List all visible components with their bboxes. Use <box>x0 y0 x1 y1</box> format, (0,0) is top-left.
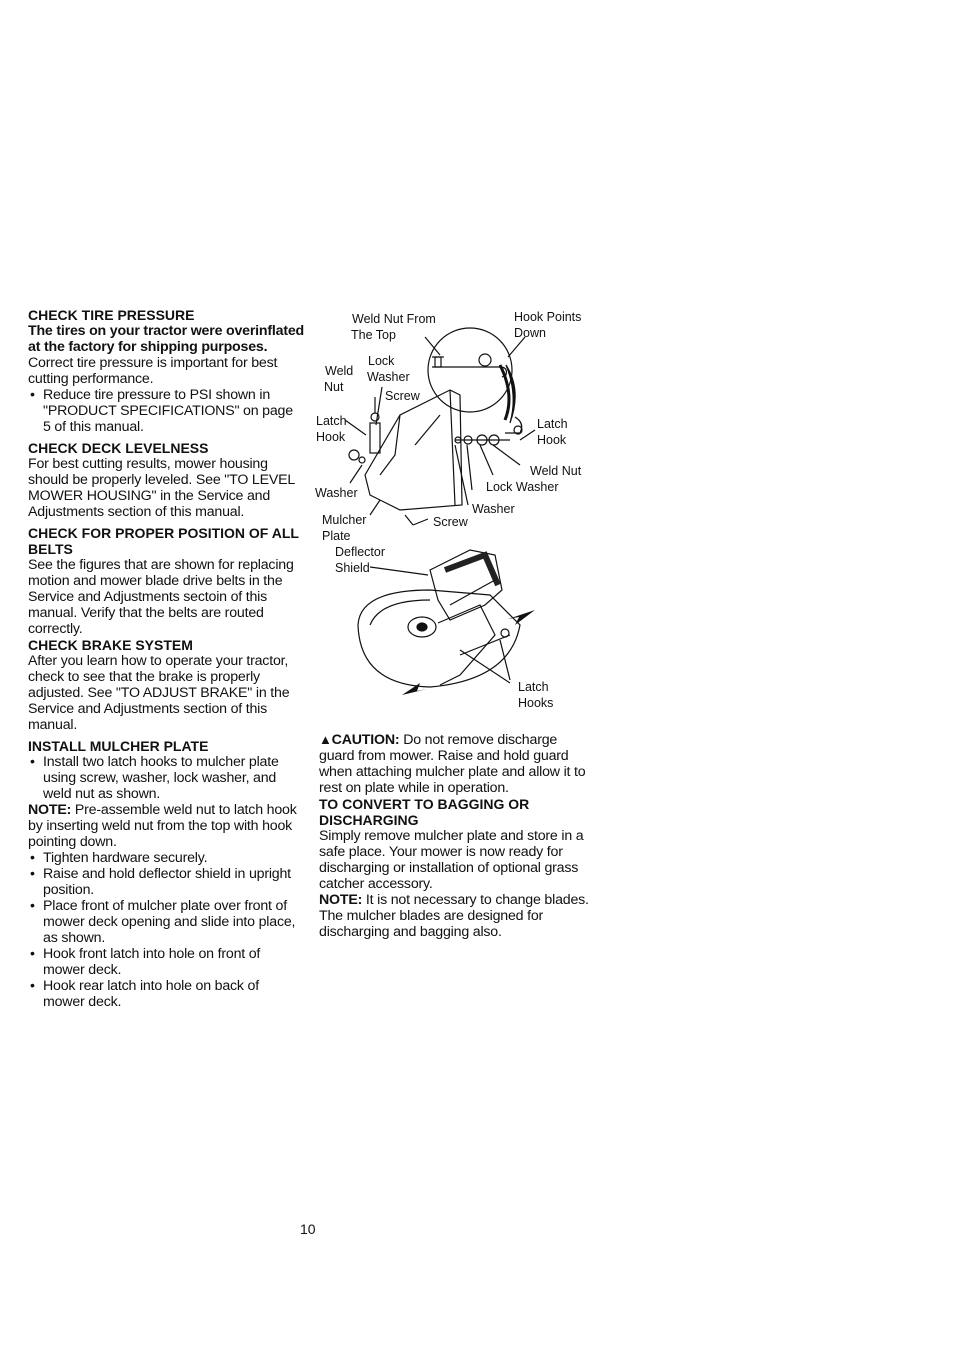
list-item: • Hook front latch into hole on front of mower deck. <box>28 946 304 978</box>
label-hook-points: Hook Points <box>514 310 582 324</box>
detail-weld-nut <box>435 357 441 367</box>
label-weld: Weld <box>325 364 354 378</box>
left-latch-hook <box>370 423 380 453</box>
note-text: Pre-assemble weld nut to latch hook by inserting weld nut from the top with hook pointing down. <box>28 802 297 850</box>
caution-paragraph <box>319 732 591 796</box>
label-shield: Shield <box>335 561 370 575</box>
mulcher-bullets-2 <box>28 850 304 1010</box>
list-item: • Place front of mulcher plate over front of mower deck opening and slide into place, as shown. <box>28 898 304 946</box>
right-latch-hook <box>505 417 522 433</box>
heading-install-mulcher-plate: INSTALL MULCHER PLATE <box>28 738 209 754</box>
label-deflector: Deflector <box>335 545 386 559</box>
detail-latch-hook <box>432 367 506 377</box>
mulcher-note <box>28 802 304 850</box>
heading-check-tire-pressure: CHECK TIRE PRESSURE <box>28 307 195 323</box>
list-item: • Tighten hardware securely. <box>28 850 304 866</box>
blades-note <box>319 892 591 940</box>
heading-check-deck-levelness: CHECK DECK LEVELNESS <box>28 440 209 456</box>
list-item: • Reduce tire pressure to PSI shown in "PRODUCT SPECIFICATIONS" on page 5 of this manual. <box>28 387 304 435</box>
convert-text: Simply remove mulcher plate and store in a safe place. Your mower is now ready for discharging or installation of optional grass catcher accessory. <box>319 828 584 892</box>
mower-deck <box>358 590 520 687</box>
label-mulcher: Mulcher <box>322 513 367 527</box>
label-screw-top: Screw <box>385 389 420 403</box>
mulcher-bullets-1 <box>28 754 304 802</box>
label-plate: Plate <box>322 529 351 543</box>
tire-bullets <box>28 387 304 435</box>
label-hooks-bottom: Hooks <box>518 696 554 710</box>
label-lock: Lock <box>368 354 395 368</box>
note-text: It is not necessary to change blades. The mulcher blades are designed for discharging and bagging also. <box>319 892 589 940</box>
label-nut: Nut <box>324 380 344 394</box>
label-down: Down <box>514 326 546 340</box>
mulcher-plate-installation-diagram <box>310 305 600 725</box>
left-column <box>28 307 304 1010</box>
list-item: • Install two latch hooks to mulcher plate using screw, washer, lock washer, and weld nut as shown. <box>28 754 304 802</box>
right-column <box>319 732 591 940</box>
label-latch-right: Latch <box>537 417 568 431</box>
label-washer-top: Washer <box>367 370 410 384</box>
page-number: 10 <box>300 1221 316 1237</box>
note-label: NOTE: <box>319 892 363 908</box>
label-hook-right: Hook <box>537 433 567 447</box>
label-washer-left: Washer <box>315 486 358 500</box>
label-lock-washer-right: Lock Washer <box>486 480 559 494</box>
heading-check-brake-system: CHECK BRAKE SYSTEM <box>28 637 193 653</box>
arrow-icon <box>402 683 427 695</box>
list-item: • Raise and hold deflector shield in upright position. <box>28 866 304 898</box>
list-item: • Hook rear latch into hole on back of mower deck. <box>28 978 304 1010</box>
heading-check-belts: CHECK FOR PROPER POSITION OF ALL BELTS <box>28 525 299 557</box>
tire-pressure-text: Correct tire pressure is important for best cutting performance. <box>28 355 278 387</box>
warning-triangle-icon: ▲ <box>319 732 332 747</box>
heading-convert-bagging: TO CONVERT TO BAGGING OR DISCHARGING <box>319 796 530 828</box>
note-label: NOTE: <box>28 802 72 818</box>
belts-text: See the figures that are shown for replacing motion and mower blade drive belts in the Service and Adjustments sectoin of this manual. Verify that the belts are routed correctly. <box>28 557 294 637</box>
caution-label: CAUTION: <box>331 732 400 748</box>
label-washer-right: Washer <box>472 502 515 516</box>
tire-warning-text: The tires on your tractor were overinflated at the factory for shipping purposes. <box>28 323 305 355</box>
label-weld-nut-from: Weld Nut From <box>352 312 436 326</box>
label-hook-left: Hook <box>316 430 346 444</box>
label-screw-bottom: Screw <box>433 515 468 529</box>
deck-levelness-text: For best cutting results, mower housing should be properly leveled. See "TO LEVEL MOWER HOUSING" in the Service and Adjustments section of this manual. <box>28 456 295 520</box>
brake-text: After you learn how to operate your tractor, check to see that the brake is properly adjusted. See "TO ADJUST BRAKE" in the Service and Adjustments section of this manual. <box>28 653 290 733</box>
label-latch-left: Latch <box>316 414 347 428</box>
label-the-top: The Top <box>351 328 396 342</box>
label-weld-nut-right: Weld Nut <box>530 464 582 478</box>
caution-text: Do not remove discharge guard from mower. Raise and hold guard when attaching mulcher plate and allow it to rest on plate while in operation. <box>319 732 586 796</box>
label-latch-bottom: Latch <box>518 680 549 694</box>
detail-circle <box>428 328 512 412</box>
